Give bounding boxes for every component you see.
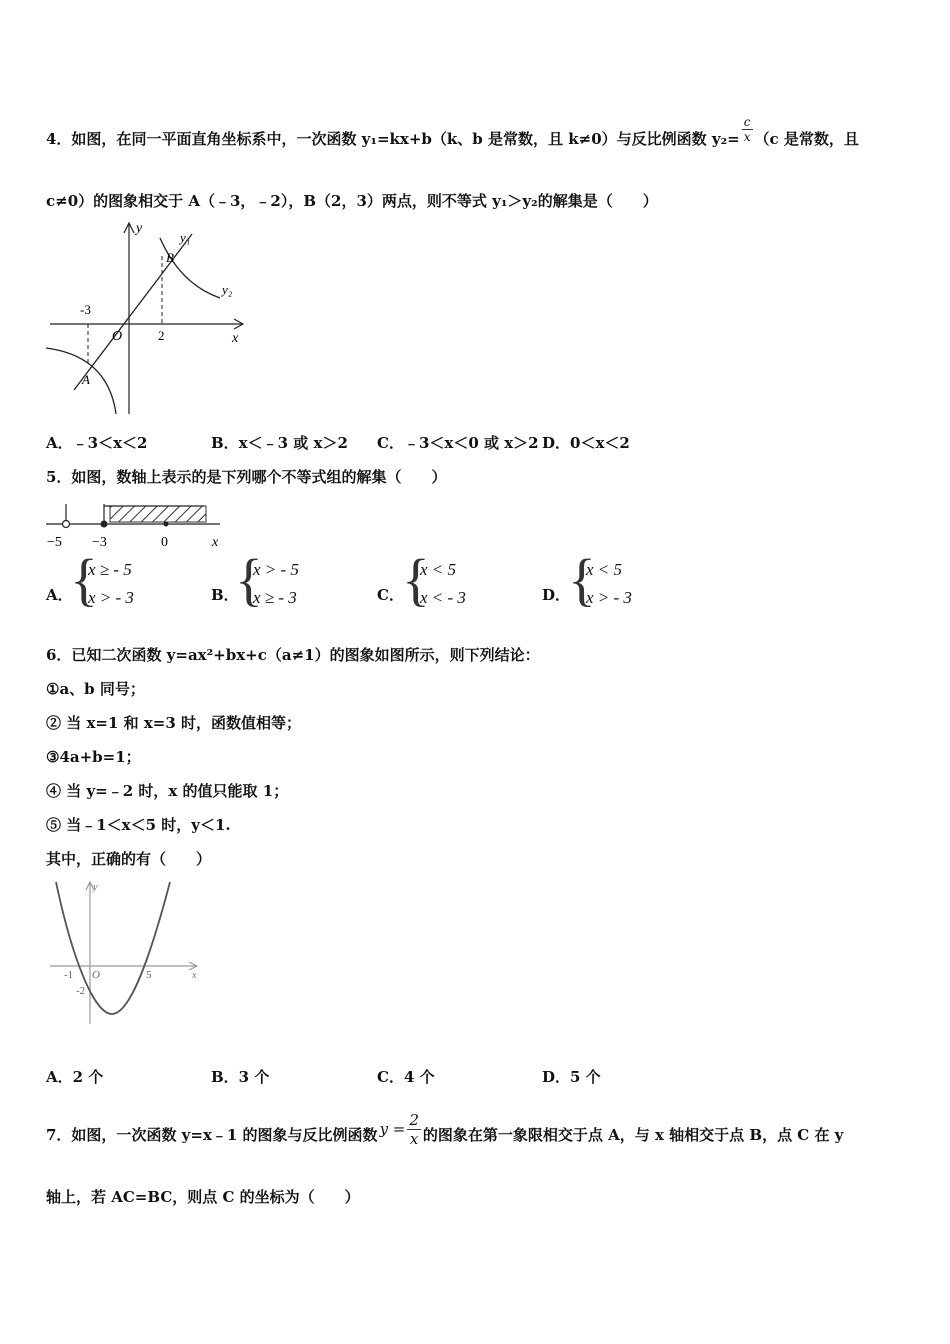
- q4-option-d[interactable]: D．0＜x＜2: [542, 434, 630, 452]
- q5-stem: 5．如图，数轴上表示的是下列哪个不等式组的解集（ ）: [46, 468, 447, 486]
- q6-option-b[interactable]: B．3 个: [211, 1068, 270, 1086]
- q6-question: 其中，正确的有（ ）: [46, 850, 212, 868]
- q4-graph-curve2: y₂: [222, 282, 233, 297]
- q4-graph-xlabel: x: [232, 331, 239, 346]
- q4-graph-tick-pos: 2: [158, 328, 165, 343]
- q5-tick-0: 0: [161, 535, 168, 550]
- q4-fraction: $\frac{c}{x}$: [743, 114, 751, 144]
- brace-icon: {: [568, 547, 596, 612]
- q4-stem-text: 4．如图，在同一平面直角坐标系中，一次函数 y₁=kx+b（k、b 是常数，且 k≠0）与反比例函数 y₂=: [46, 130, 740, 148]
- q5-option-d-system: { x < 5 x > - 3: [568, 547, 632, 612]
- q5-tick-neg5: −5: [47, 535, 62, 550]
- q6-option-d[interactable]: D．5 个: [542, 1068, 601, 1086]
- q6-graph-tick-neg1: -1: [64, 969, 74, 981]
- q4-graph-ylabel: y: [136, 221, 143, 236]
- q4-graph-tick-neg: -3: [80, 302, 91, 317]
- q6-item-2: ② 当 x=1 和 x=3 时，函数值相等；: [46, 714, 302, 732]
- q5-tick-neg3: −3: [92, 535, 107, 550]
- q5-option-c-system: { x < 5 x < - 3: [402, 547, 466, 612]
- q6-item-4: ④ 当 y=﹣2 时，x 的值只能取 1；: [46, 782, 289, 800]
- q5-option-b-system: { x > - 5 x ≥ - 3: [235, 547, 299, 612]
- q4-stem-end: （c 是常数，且: [754, 130, 859, 148]
- q5-axis-label: x: [212, 535, 219, 550]
- q4-option-b[interactable]: B．x＜﹣3 或 x＞2: [211, 434, 348, 452]
- q6-graph: [46, 878, 206, 1028]
- q5-option-c-label: C．: [377, 586, 404, 604]
- q7-fraction: y = $\frac{2}{x}$: [379, 1110, 419, 1148]
- q6-item-5: ⑤ 当﹣1＜x＜5 时，y＜1.: [46, 816, 231, 834]
- q5-option-b-label: B．: [211, 586, 239, 604]
- q7-stem-line1: [46, 1110, 844, 1148]
- q5-option-a-system: { x ≥ - 5 x > - 3: [70, 547, 134, 612]
- q4-graph-point-a: A: [82, 372, 90, 387]
- brace-icon: {: [70, 547, 98, 612]
- q6-graph-tick-5: 5: [146, 969, 152, 981]
- q6-graph-xlabel: x: [192, 970, 197, 981]
- q4-graph-origin: O: [112, 329, 123, 344]
- q6-option-a[interactable]: A．2 个: [46, 1068, 104, 1086]
- q6-item-3: ③4a+b=1；: [46, 748, 141, 766]
- q4-stem-line1: [46, 114, 859, 149]
- q4-graph-point-b: B: [166, 250, 174, 265]
- q6-option-c[interactable]: C．4 个: [377, 1068, 435, 1086]
- q7-stem-line2: 轴上，若 AC=BC，则点 C 的坐标为（ ）: [46, 1188, 360, 1206]
- q6-stem: 6．已知二次函数 y=ax²+bx+c（a≠1）的图象如图所示，则下列结论：: [46, 646, 540, 664]
- q4-option-a[interactable]: A．﹣3＜x＜2: [46, 434, 148, 452]
- q5-numberline: [44, 494, 234, 552]
- q6-graph-ylabel: y: [93, 882, 98, 893]
- q7-stem-b: 的图象在第一象限相交于点 A，与 x 轴相交于点 B，点 C 在 y: [422, 1126, 844, 1144]
- q6-graph-origin: O: [92, 969, 100, 981]
- q4-option-c[interactable]: C．﹣3＜x＜0 或 x＞2: [377, 434, 539, 452]
- q6-graph-tick-neg2: -2: [76, 985, 86, 997]
- q5-option-d-label: D．: [542, 586, 571, 604]
- q4-stem-line2: c≠0）的图象相交于 A（﹣3，﹣2），B（2，3）两点，则不等式 y₁＞y₂的解集是（ ）: [46, 192, 658, 210]
- brace-icon: {: [402, 547, 430, 612]
- q6-item-1: ①a、b 同号；: [46, 680, 145, 698]
- q4-graph-curve1: y₁: [180, 230, 191, 245]
- q5-option-a-label: A．: [46, 586, 73, 604]
- brace-icon: {: [235, 547, 263, 612]
- q4-graph: [44, 218, 254, 416]
- q7-stem-a: 7．如图，一次函数 y=x﹣1 的图象与反比例函数: [46, 1126, 378, 1144]
